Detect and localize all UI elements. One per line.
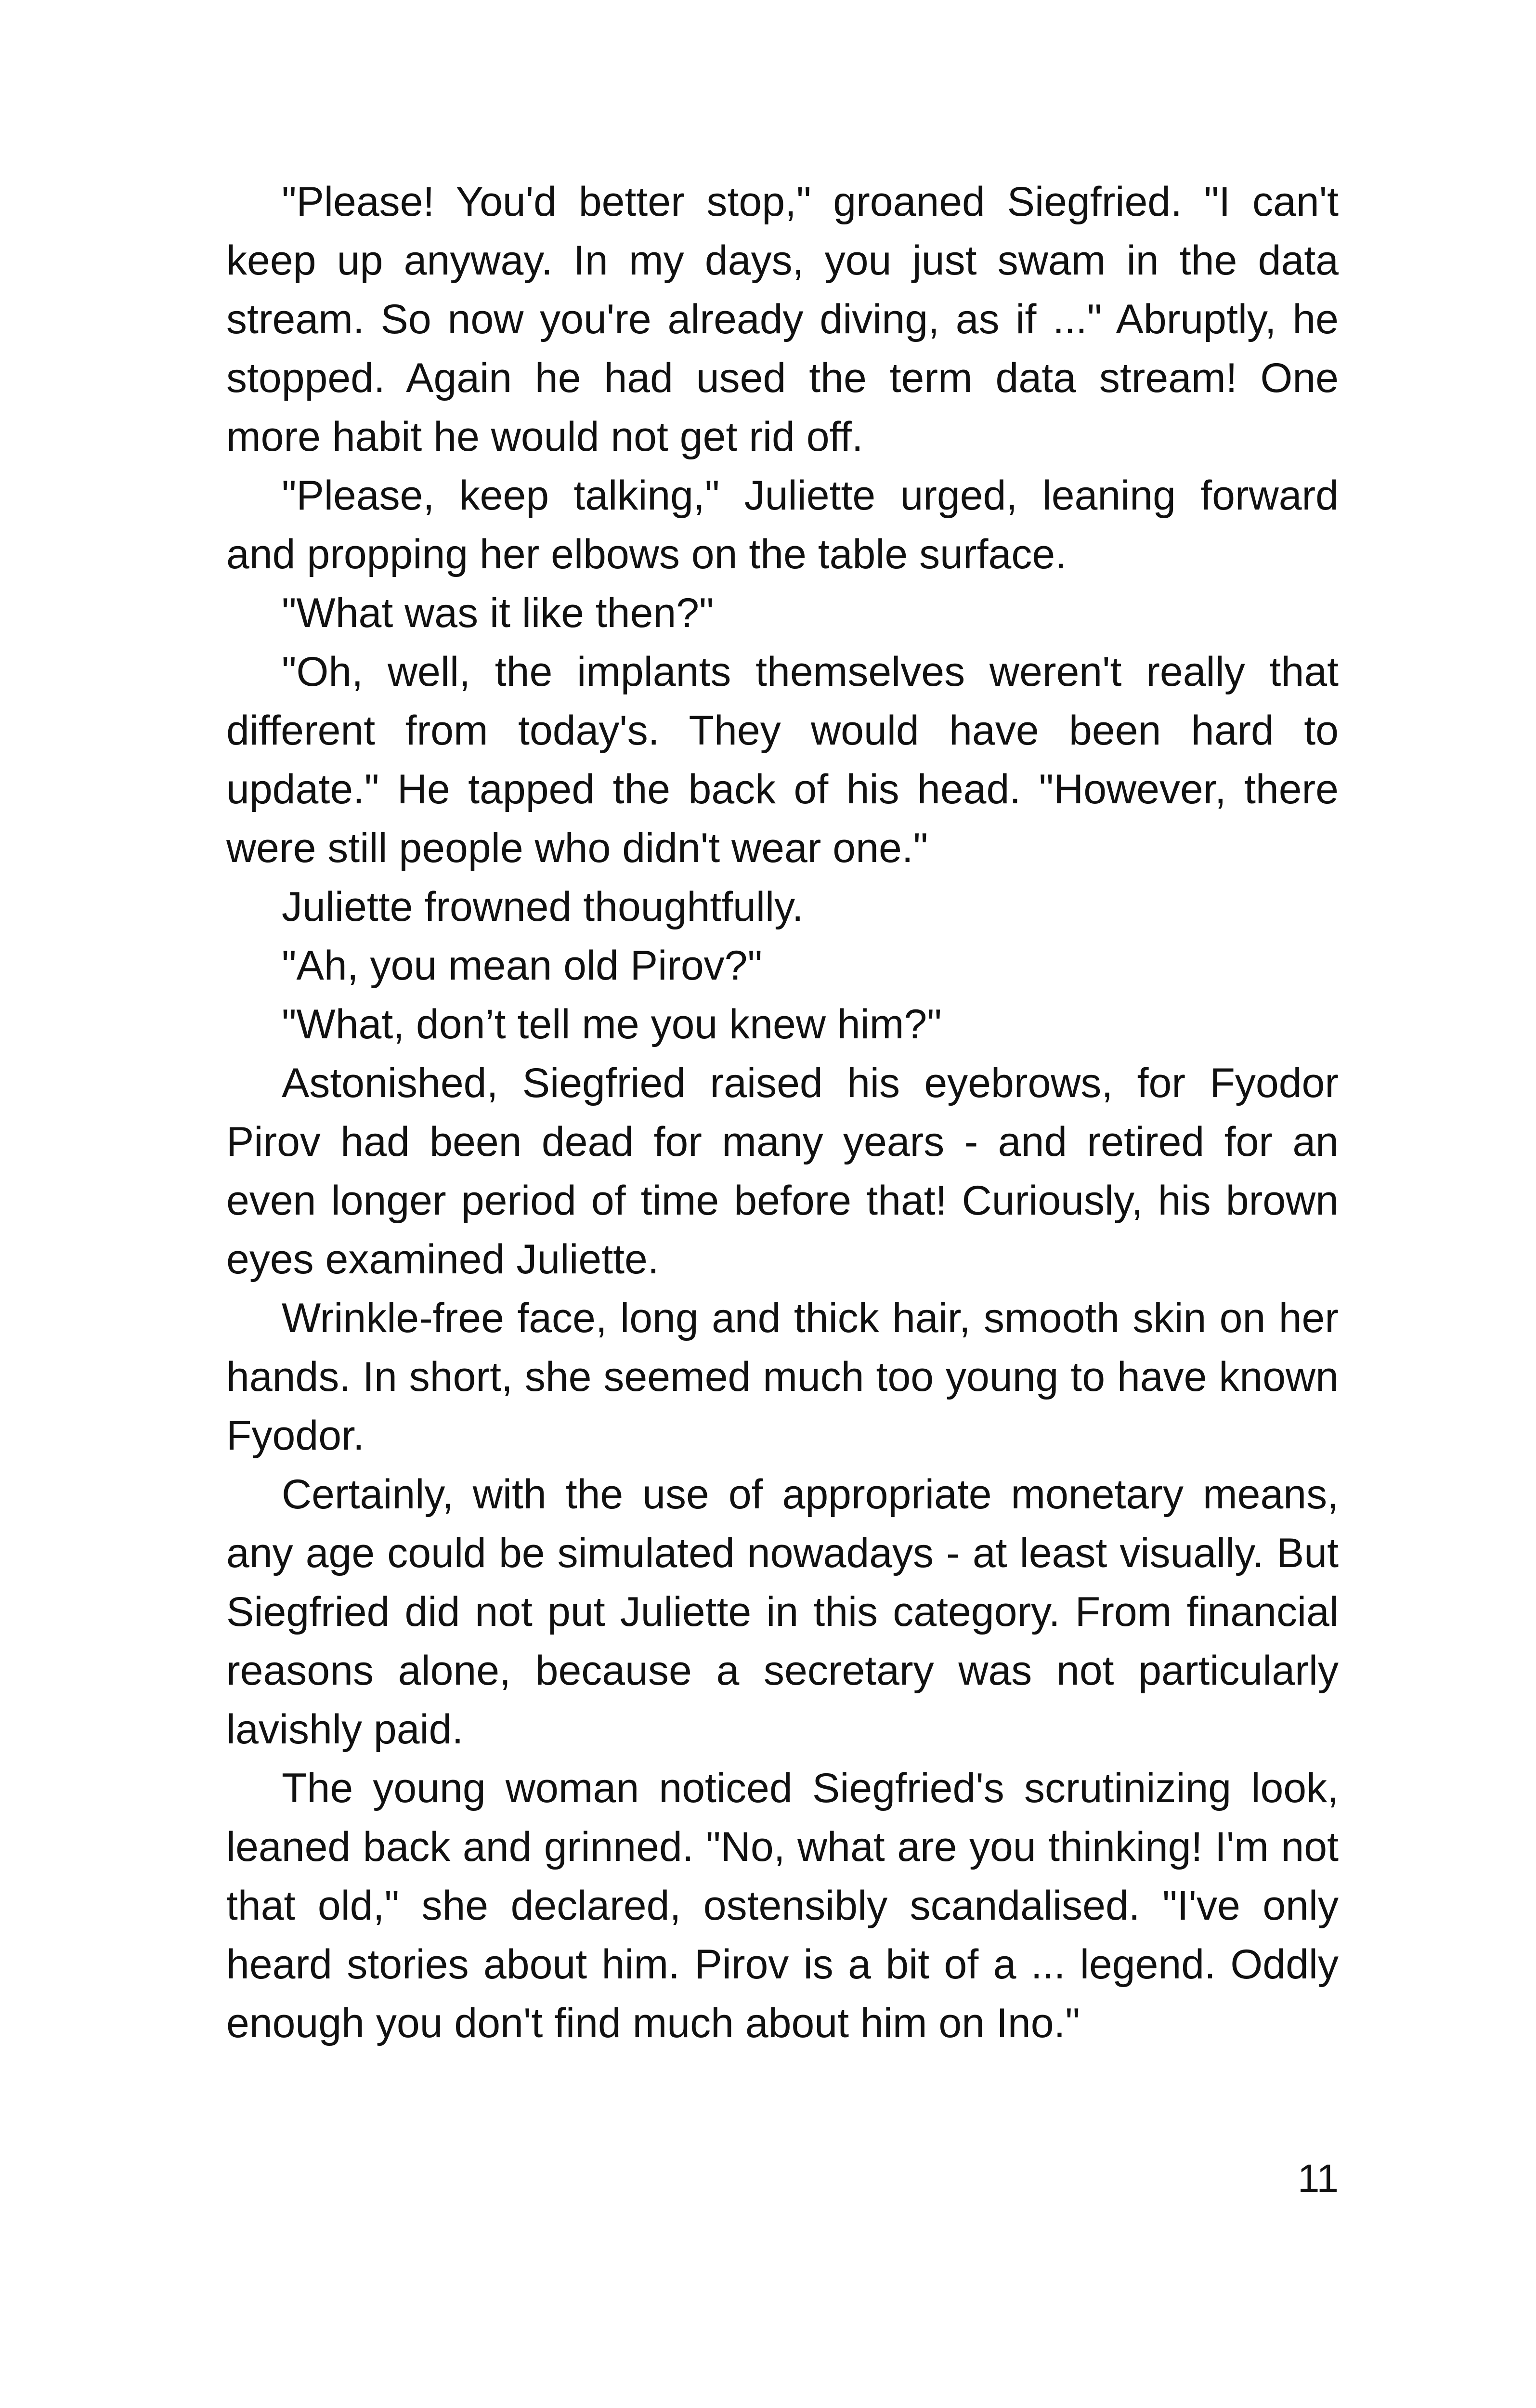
paragraph-7: "What, don’t tell me you knew him?" [282,1001,942,1047]
paragraph-9: Wrinkle-free face, long and thick hair, smooth skin on her hands. In short, she seemed much too young to have known Fyodor. [226,1295,1339,1459]
paragraph-6: "Ah, you mean old Pirov?" [282,942,763,989]
paragraph-8: Astonished, Siegfried raised his eyebrows, for Fyodor Pirov had been dead for many years - and retired for an even longer period of time before that! Curiously, his brown eyes examined Juliette. [226,1060,1339,1283]
page-number: 11 [1297,2157,1339,2200]
paragraph-5: Juliette frowned thoughtfully. [282,884,804,930]
paragraph-2: "Please, keep talking," Juliette urged, leaning forward and propping her elbows on the table surface. [226,472,1339,577]
paragraph-11: The young woman noticed Siegfried's scrutinizing look, leaned back and grinned. "No, what are you thinking! I'm not that old," she declared, ostensibly scandalised. "I've only heard stories about him. Pirov is a bit of a ... legend. Oddly enough you don't find much about him on Ino." [226,1765,1339,2046]
body-text [226,172,1339,2053]
paragraph-10: Certainly, with the use of appropriate monetary means, any age could be simulated nowadays - at least visually. But Siegfried did not put Juliette in this category. From financial reasons alone, because a secretary was not particularly lavishly paid. [226,1471,1339,1753]
paragraph-4: "Oh, well, the implants themselves weren't really that different from today's. They would have been hard to update." He tapped the back of his head. "However, there were still people who didn't wear one." [226,649,1339,871]
paragraph-3: "What was it like then?" [282,590,714,636]
paragraph-1: "Please! You'd better stop," groaned Siegfried. "I can't keep up anyway. In my days, you just swam in the data stream. So now you're already diving, as if ..." Abruptly, he stopped. Again he had used the term data stream! One more habit he would not get rid off. [226,179,1339,460]
